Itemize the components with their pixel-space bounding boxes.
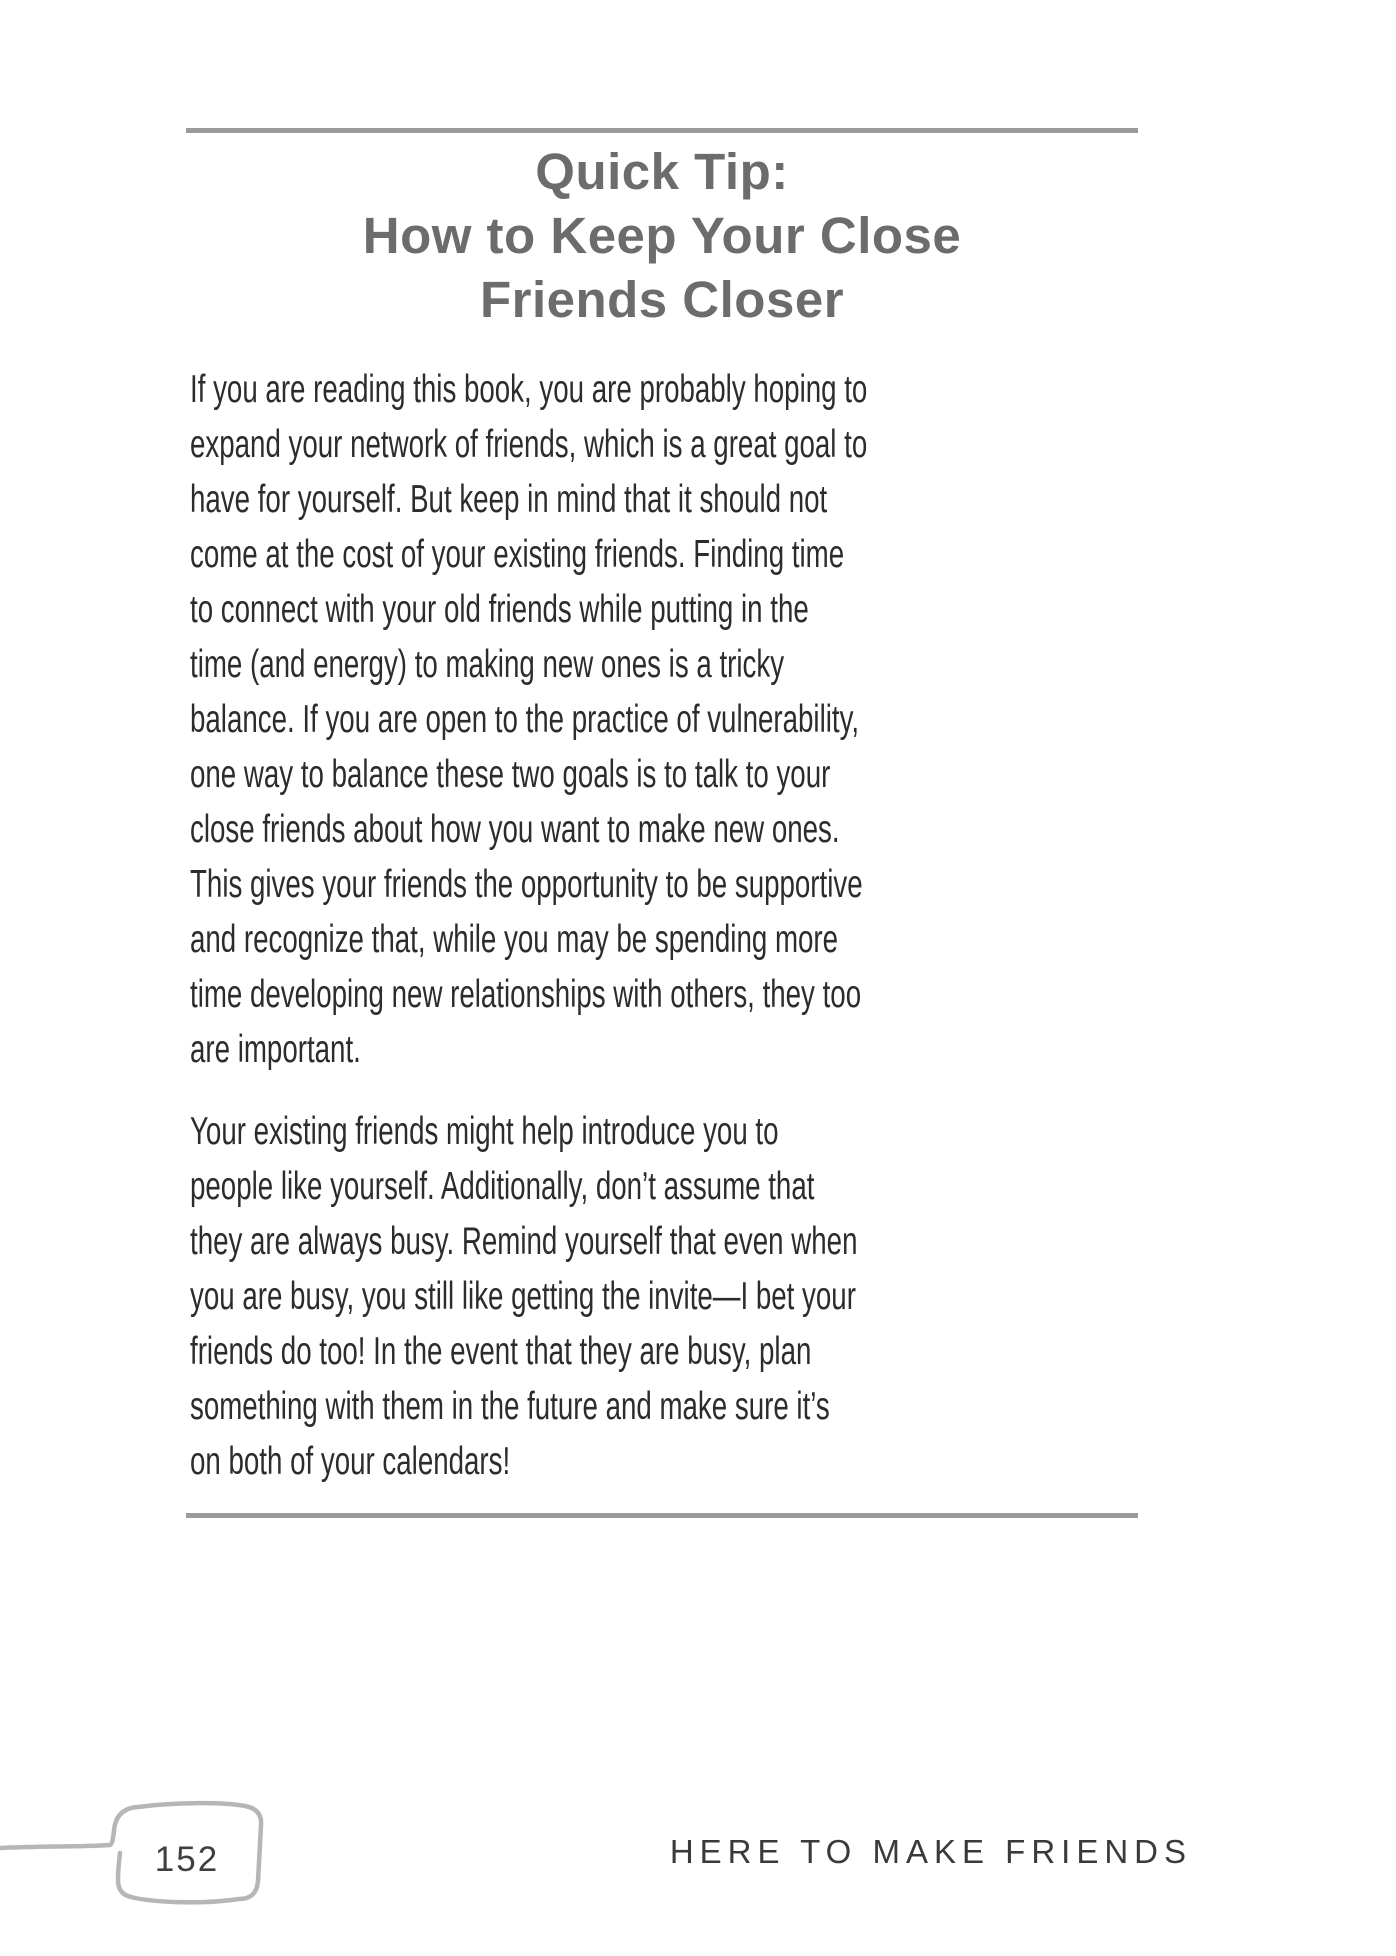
tip-paragraph-2: Your existing friends might help introduce you to people like yourself. Additionally, don’t assume that they are always busy. Remind yourself that even when you are busy, you still like getting the invite—I bet your friends do too! In the event that they are busy, plan something with them in the future and make sure it’s on both of your calendars! <box>190 1110 858 1483</box>
quick-tip-title: Quick Tip: How to Keep Your Close Friends Closer <box>362 143 962 328</box>
top-rule <box>186 128 1138 133</box>
tip-paragraph-1: If you are reading this book, you are probably hoping to expand your network of friends, which is a great goal to have for yourself. But keep in mind that it should not come at the cost of your existing friends. Finding time to connect with your old friends while putting in the time (and energy) to making new ones is a tricky balance. If you are open to the practice of vulnerability, one way to balance these two goals is to talk to your close friends about how you want to make new ones. This gives your friends the opportunity to be supportive and recognize that, while you may be spending more time developing new relationships with others, they too are important. <box>190 368 868 1071</box>
running-footer-book-title: HERE TO MAKE FRIENDS <box>669 1833 1192 1870</box>
bottom-rule <box>186 1513 1138 1518</box>
page-number: 152 <box>154 1840 220 1879</box>
